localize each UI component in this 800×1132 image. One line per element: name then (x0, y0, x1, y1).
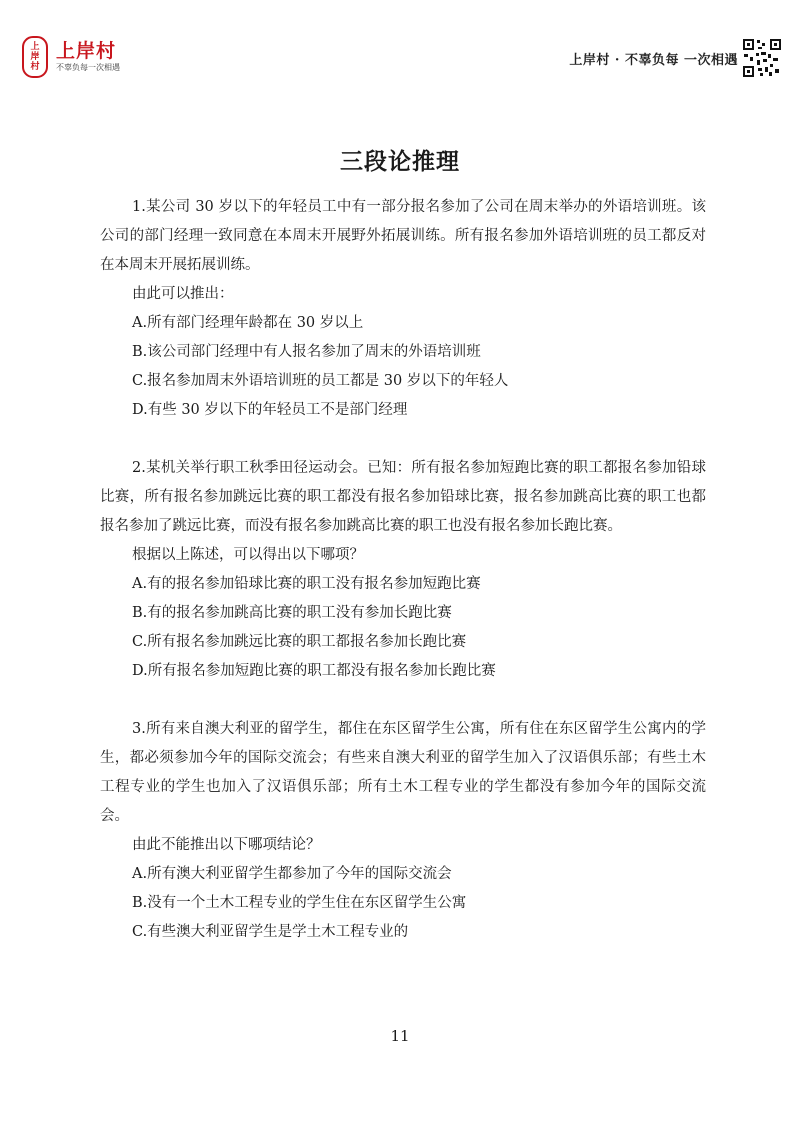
page-header (0, 0, 800, 92)
question-stem: 3.所有来自澳大利亚的留学生，都住在东区留学生公寓，所有住在东区留学生公寓内的学生，都必须参加今年的国际交流会；有些来自澳大利亚的留学生加入了汉语俱乐部；有些土木工程专业的学生也加入了汉语俱乐部；所有土木工程专业的学生都没有参加今年的国际交流会。 (100, 721, 706, 824)
option-b: B.该公司部门经理中有人报名参加了周末的外语培训班 (132, 344, 481, 360)
header-slogan: 上岸村 · 不辜负每 一次相遇 (569, 53, 738, 68)
question-1 (100, 193, 706, 425)
option-b: B.没有一个土木工程专业的学生住在东区留学生公寓 (132, 895, 467, 911)
spacer (100, 425, 706, 454)
qr-code-icon (742, 38, 782, 78)
page-title: 三段论推理 (340, 149, 460, 175)
question-3 (100, 715, 706, 947)
option-d: D.所有报名参加短跑比赛的职工都没有报名参加长跑比赛 (132, 663, 496, 679)
option-a: A.所有部门经理年龄都在 30 岁以上 (132, 315, 364, 331)
question-prompt: 由此可以推出： (132, 286, 234, 302)
option-d: D.有些 30 岁以下的年轻员工不是部门经理 (132, 402, 408, 418)
logo-seal: 上 岸 村 (22, 36, 48, 78)
option-a: A.有的报名参加铅球比赛的职工没有报名参加短跑比赛 (132, 576, 481, 592)
page-number: 11 (390, 1027, 410, 1045)
question-list (100, 193, 706, 947)
option-b: B.有的报名参加跳高比赛的职工没有参加长跑比赛 (132, 605, 452, 621)
question-stem: 1.某公司 30 岁以下的年轻员工中有一部分报名参加了公司在周末举办的外语培训班。该公司的部门经理一致同意在本周末开展野外拓展训练。所有报名参加外语培训班的员工都反对在本周末开展拓展训练。 (100, 199, 706, 273)
option-c: C.报名参加周末外语培训班的员工都是 30 岁以下的年轻人 (132, 373, 509, 389)
brand-block (56, 40, 120, 74)
question-stem: 2.某机关举行职工秋季田径运动会。已知：所有报名参加短跑比赛的职工都报名参加铅球比赛，所有报名参加跳远比赛的职工都没有报名参加铅球比赛，报名参加跳高比赛的职工也都报名参加了跳远比赛，而没有报名参加跳高比赛的职工也没有报名参加长跑比赛。 (100, 460, 706, 534)
option-a: A.所有澳大利亚留学生都参加了今年的国际交流会 (132, 866, 452, 882)
brand-name: 上岸村 (56, 40, 117, 62)
brand-slogan: 不辜负每一次相遇 (56, 63, 120, 72)
question-prompt: 根据以上陈述，可以得出以下哪项？ (132, 547, 364, 563)
brand-logo (22, 36, 120, 78)
option-c: C.所有报名参加跳远比赛的职工都报名参加长跑比赛 (132, 634, 467, 650)
question-2 (100, 454, 706, 686)
question-prompt: 由此不能推出以下哪项结论？ (132, 837, 321, 853)
spacer (100, 686, 706, 715)
option-c: C.有些澳大利亚留学生是学土木工程专业的 (132, 924, 409, 940)
